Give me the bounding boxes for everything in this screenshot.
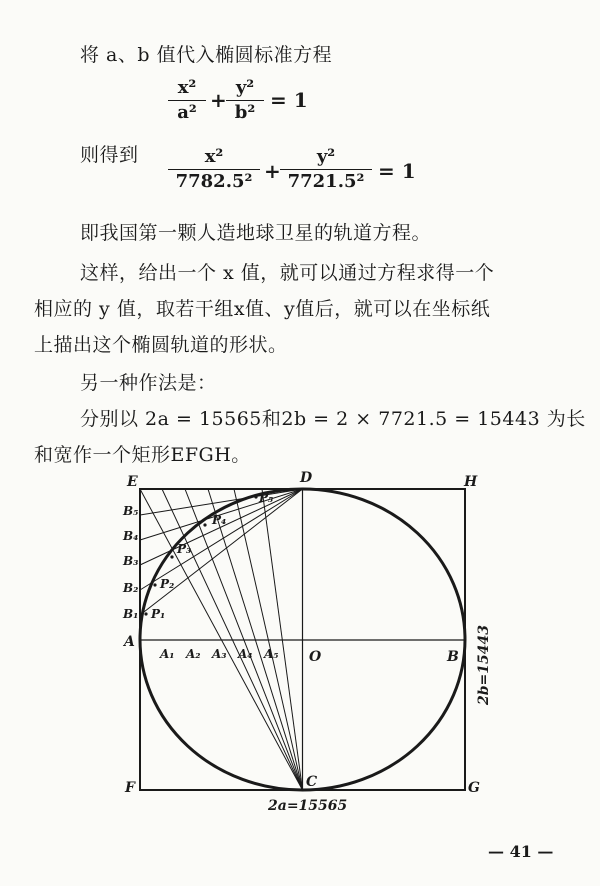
text-para1-line2: 相应的 y 值，取若干组x值、y值后，就可以在坐标纸 — [34, 298, 491, 320]
formula2-plus: + — [264, 159, 281, 183]
formula1-plus: + — [210, 88, 227, 112]
formula2-den2: 7721.5² — [287, 171, 365, 192]
label-h: H — [464, 474, 478, 490]
formula1-num2: y² — [226, 76, 264, 101]
line-d-b2 — [140, 489, 303, 590]
formula2-num2: y² — [280, 145, 372, 170]
point-p3 — [170, 555, 173, 558]
text-then: 则得到 — [80, 144, 139, 166]
formula1-den2: b² — [234, 102, 256, 123]
label-p1: P₁ — [151, 607, 166, 621]
label-b5: B₅ — [123, 504, 139, 518]
label-a1: A₁ — [160, 647, 175, 661]
page-number: — 41 — — [488, 842, 554, 861]
text-para3-line1: 分别以 2a = 15565和2b = 2 × 7721.5 = 15443 为长 — [80, 408, 586, 430]
label-p5: P₅ — [259, 491, 274, 505]
label-b3: B₃ — [123, 554, 139, 568]
label-d: D — [300, 470, 313, 486]
label-b: B — [447, 649, 459, 665]
text-para1-line1: 这样，给出一个 x 值，就可以通过方程求得一个 — [80, 262, 495, 284]
label-f: F — [125, 780, 135, 796]
label-b4: B₄ — [123, 529, 139, 543]
text-line-1: 将 a、b 值代入椭圆标准方程 — [80, 44, 333, 66]
point-p5 — [254, 495, 257, 498]
label-p4: P₄ — [212, 513, 227, 527]
label-a3: A₃ — [212, 647, 227, 661]
point-p4 — [203, 523, 206, 526]
formula1-den1: a² — [177, 102, 197, 123]
label-c: C — [306, 774, 318, 790]
label-o: O — [309, 649, 322, 665]
line-d-b3 — [140, 489, 303, 565]
text-para3-line2: 和宽作一个矩形EFGH。 — [34, 444, 251, 466]
formula1-eq: = 1 — [270, 88, 308, 112]
point-p1 — [144, 612, 147, 615]
label-a4: A₄ — [238, 647, 253, 661]
label-e: E — [127, 474, 138, 490]
text-para1-line3: 上描出这个椭圆轨道的形状。 — [34, 334, 288, 356]
line-d-b5 — [140, 489, 303, 515]
label-a2: A₂ — [186, 647, 201, 661]
formula1-num1: x² — [168, 76, 206, 101]
text-para2-line1: 另一种作法是： — [80, 372, 217, 394]
label-a: A — [124, 634, 135, 650]
formula2-den1: 7782.5² — [175, 171, 253, 192]
text-orbit: 即我国第一颗人造地球卫星的轨道方程。 — [80, 222, 432, 244]
formula2-eq: = 1 — [378, 159, 416, 183]
label-b2: B₂ — [123, 581, 139, 595]
label-p2: P₂ — [160, 577, 175, 591]
label-bottom-dimension: 2a=15565 — [268, 798, 348, 814]
label-right-dimension: 2b=15443 — [476, 625, 492, 705]
label-b1: B₁ — [123, 607, 139, 621]
point-p2 — [153, 583, 156, 586]
label-g: G — [468, 780, 480, 796]
formula2-num1: x² — [168, 145, 260, 170]
label-p3: P₃ — [177, 542, 192, 556]
label-a5: A₅ — [264, 647, 279, 661]
